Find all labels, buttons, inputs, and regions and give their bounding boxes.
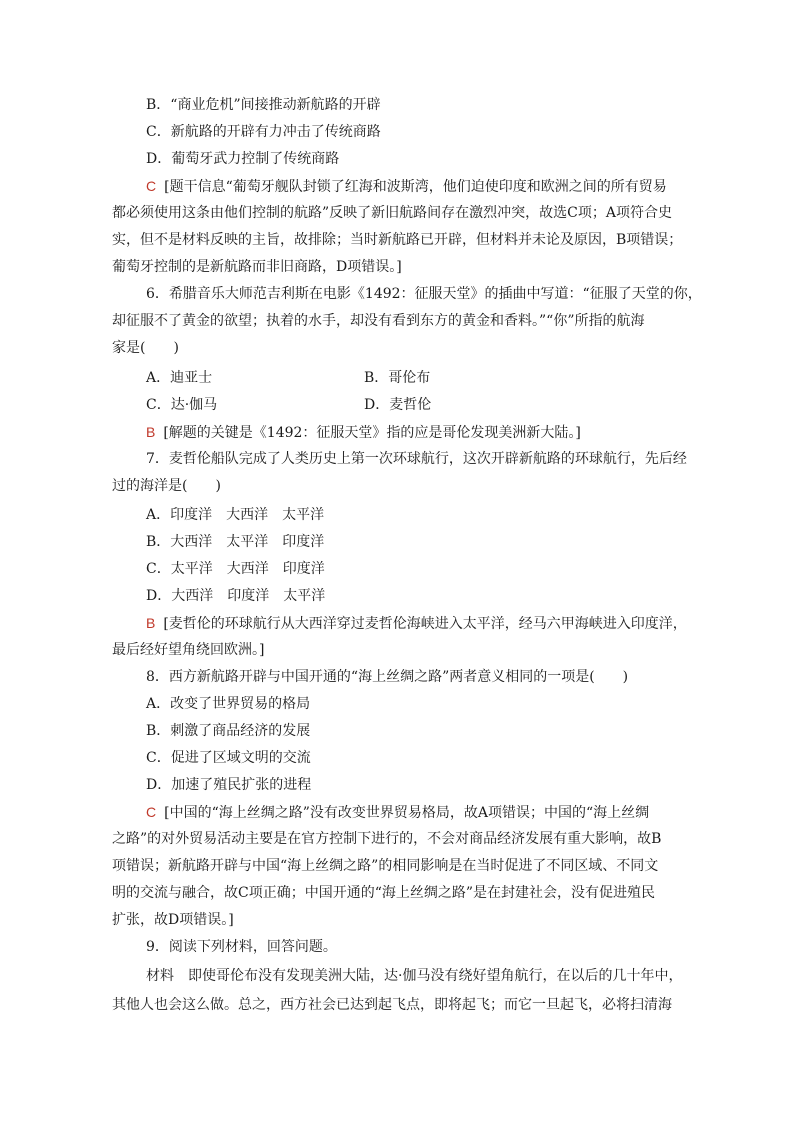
q8-option-c: C．促进了区域文明的交流 <box>146 750 311 766</box>
q6-option-d: D．麦哲伦 <box>364 397 432 413</box>
q7-option-b: B．大西洋 太平洋 印度洋 <box>146 534 325 550</box>
q6-options-row-1 <box>146 368 431 388</box>
q5-option-b: B．“商业危机”间接推动新航路的开辟 <box>146 97 381 113</box>
q8-stem: 8．西方新航路开辟与中国开通的“海上丝绸之路”两者意义相同的一项是( ) <box>146 669 629 685</box>
q8-answer: C <box>146 804 157 820</box>
q5-answer: C <box>146 178 157 194</box>
q7-answer: B <box>146 615 156 631</box>
q7-stem-line-1: 7．麦哲伦船队完成了人类历史上第一次环球航行，这次开辟新航路的环球航行，先后经 <box>146 451 687 467</box>
q5-option-d: D．葡萄牙武力控制了传统商路 <box>146 151 340 167</box>
q7-option-a: A．印度洋 大西洋 太平洋 <box>146 507 325 523</box>
q7-option-c: C．太平洋 大西洋 印度洋 <box>146 561 325 577</box>
q5-explanation-line-2: 都必须使用这条由他们控制的航路”反映了新旧航路间存在激烈冲突，故选C项；A项符合史 <box>112 205 672 221</box>
q8-explanation-line-4: 明的交流与融合，故C项正确；中国开通的“海上丝绸之路”是在封建社会，没有促进殖民 <box>112 885 656 901</box>
q5-explanation-line-3: 实，但不是材料反映的主旨，故排除；当时新航路已开辟，但材料并未论及原因，B项错误； <box>112 232 683 248</box>
q8-option-a: A．改变了世界贸易的格局 <box>146 696 311 712</box>
q6-explanation: B [解题的关键是《1492：征服天堂》指的应是哥伦发现美洲新大陆。] <box>146 424 581 441</box>
q7-explanation-line-1: B [麦哲伦的环球航行从大西洋穿过麦哲伦海峡进入太平洋，经马六甲海峡进入印度洋， <box>146 615 687 632</box>
q9-stem: 9．阅读下列材料，回答问题。 <box>146 939 337 955</box>
q6-option-a: A．迪亚士 <box>146 370 213 386</box>
q5-option-c: C．新航路的开辟有力冲击了传统商路 <box>146 124 381 140</box>
q5-explanation-line-1: C [题干信息“葡萄牙舰队封锁了红海和波斯湾，他们迫使印度和欧洲之间的所有贸易 <box>146 178 667 195</box>
q7-explanation-line-2: 最后经好望角绕回欧洲。] <box>112 642 265 658</box>
q6-option-c: C．达·伽马 <box>146 397 218 413</box>
q7-option-d: D．大西洋 印度洋 太平洋 <box>146 588 326 604</box>
q6-answer: B <box>146 424 156 440</box>
q7-stem-line-2: 过的海洋是( ) <box>112 478 221 494</box>
q6-stem-line-2: 却征服不了黄金的欲望；执着的水手，却没有看到东方的黄金和香料。”“你”所指的航海 <box>112 313 645 329</box>
q6-options-row-2 <box>146 395 432 415</box>
q8-explanation-line-3: 项错误；新航路开辟与中国“海上丝绸之路”的相同影响是在当时促进了不同区域、不同文 <box>112 858 659 874</box>
q9-material-line-1: 材料 即使哥伦布没有发现美洲大陆，达·伽马没有绕好望角航行，在以后的几十年中， <box>146 968 683 984</box>
q8-explanation-line-2: 之路”的对外贸易活动主要是在官方控制下进行的，不会对商品经济发展有重大影响，故B <box>112 831 662 847</box>
q8-option-b: B．刺激了商品经济的发展 <box>146 723 311 739</box>
q8-option-d: D．加速了殖民扩张的进程 <box>146 777 312 793</box>
q8-explanation-line-5: 扩张，故D项错误。] <box>112 912 234 928</box>
q6-option-b: B．哥伦布 <box>364 370 431 386</box>
q5-explanation-line-4: 葡萄牙控制的是新航路而非旧商路，D项错误。] <box>112 259 402 275</box>
q6-stem-line-1: 6．希腊音乐大师范吉利斯在电影《1492：征服天堂》的插曲中写道：“征服了天堂的你， <box>146 286 702 302</box>
q8-explanation-line-1: C [中国的“海上丝绸之路”没有改变世界贸易格局，故A项错误；中国的“海上丝绸 <box>146 804 650 821</box>
q9-material-line-2: 其他人也会这么做。总之，西方社会已达到起飞点，即将起飞；而它一旦起飞，必将扫清海 <box>112 997 672 1013</box>
q6-stem-line-3: 家是( ) <box>112 340 179 356</box>
